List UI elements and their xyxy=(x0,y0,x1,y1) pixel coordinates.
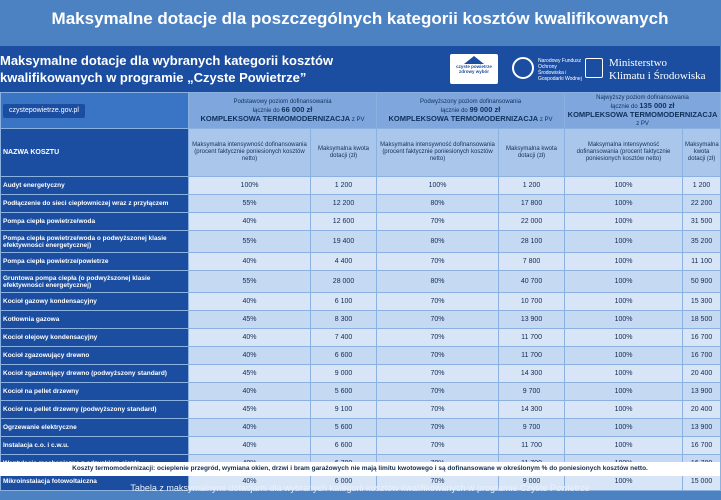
intensity-cell: 100% xyxy=(565,383,683,401)
table-body xyxy=(1,177,721,491)
intensity-cell: 55% xyxy=(189,195,311,213)
cost-name: Kocioł na pellet drzewny (podwyższony standard) xyxy=(1,401,189,419)
intensity-cell: 40% xyxy=(189,253,311,271)
website-cell xyxy=(1,93,189,129)
subsidy-table xyxy=(0,92,721,491)
amount-cell: 14 300 xyxy=(499,365,565,383)
intensity-cell: 40% xyxy=(189,383,311,401)
nfosigw-logo xyxy=(510,54,580,84)
amount-cell: 11 100 xyxy=(683,253,721,271)
amount-cell: 28 000 xyxy=(311,271,377,293)
amount-cell: 12 200 xyxy=(311,195,377,213)
cost-name: Pompa ciepła powietrze/powietrze xyxy=(1,253,189,271)
tier-basic-header xyxy=(189,93,377,129)
amount-cell: 16 700 xyxy=(683,437,721,455)
amount-cell: 4 400 xyxy=(311,253,377,271)
cost-name: Kocioł olejowy kondensacyjny xyxy=(1,329,189,347)
amount-cell: 6 600 xyxy=(311,347,377,365)
amount-cell: 9 100 xyxy=(311,401,377,419)
amount-cell: 1 200 xyxy=(499,177,565,195)
intensity-cell: 70% xyxy=(377,383,499,401)
amount-cell: 5 600 xyxy=(311,383,377,401)
nfos-text: Narodowy Fundusz Ochrony Środowiska i Gospodarki Wodnej xyxy=(538,58,582,82)
amount-cell: 11 700 xyxy=(499,437,565,455)
amount-header: Maksymalna kwota dotacji (zł) xyxy=(311,129,377,177)
amount-cell: 13 900 xyxy=(499,311,565,329)
amount-cell: 22 200 xyxy=(683,195,721,213)
intensity-cell: 40% xyxy=(189,293,311,311)
intensity-cell: 45% xyxy=(189,311,311,329)
intensity-header: Maksymalna intensywność dofinansowania (procent faktycznie poniesionych kosztów netto) xyxy=(377,129,499,177)
intensity-cell: 100% xyxy=(377,177,499,195)
amount-cell: 13 900 xyxy=(683,419,721,437)
cost-name: Pompa ciepła powietrze/woda o podwyższonej klasie efektywności energetycznej) xyxy=(1,231,189,253)
intensity-cell: 100% xyxy=(565,231,683,253)
amount-header: Maksymalna kwota dotacji (zł) xyxy=(683,129,721,177)
table-row xyxy=(1,271,721,293)
table-row xyxy=(1,213,721,231)
intensity-cell: 40% xyxy=(189,329,311,347)
tier-basic-line2: łącznie do 66 000 zł xyxy=(252,104,313,114)
intensity-cell: 100% xyxy=(565,177,683,195)
column-header-row xyxy=(1,129,721,177)
intensity-cell: 70% xyxy=(377,347,499,365)
amount-cell: 9 700 xyxy=(499,419,565,437)
program-logo-text: czyste powietrze zdrowy wybór xyxy=(456,64,492,74)
ministry-line2: Klimatu i Środowiska xyxy=(609,70,706,82)
intensity-cell: 100% xyxy=(565,437,683,455)
tier-increased-line2: łącznie do 99 000 zł xyxy=(440,104,501,114)
intensity-cell: 45% xyxy=(189,401,311,419)
cost-name: Kocioł gazowy kondensacyjny xyxy=(1,293,189,311)
amount-cell: 19 400 xyxy=(311,231,377,253)
intensity-cell: 40% xyxy=(189,437,311,455)
intensity-cell: 70% xyxy=(377,437,499,455)
amount-cell: 9 700 xyxy=(499,383,565,401)
intensity-cell: 80% xyxy=(377,271,499,293)
intensity-cell: 100% xyxy=(565,195,683,213)
table-row xyxy=(1,253,721,271)
amount-cell: 9 000 xyxy=(311,365,377,383)
table-row xyxy=(1,383,721,401)
intensity-header: Maksymalna intensywność dofinansowania (procent faktycznie poniesionych kosztów netto) xyxy=(565,129,683,177)
table-row xyxy=(1,293,721,311)
cost-name: Gruntowa pompa ciepła (o podwyższonej klasie efektywności energetycznej) xyxy=(1,271,189,293)
intensity-cell: 100% xyxy=(565,311,683,329)
card-header xyxy=(0,46,720,92)
table-row xyxy=(1,419,721,437)
intensity-cell: 70% xyxy=(377,253,499,271)
amount-cell: 22 000 xyxy=(499,213,565,231)
intensity-cell: 70% xyxy=(377,365,499,383)
amount-cell: 15 000 xyxy=(683,473,721,491)
intensity-cell: 100% xyxy=(565,347,683,365)
amount-cell: 7 800 xyxy=(499,253,565,271)
intensity-cell: 70% xyxy=(377,401,499,419)
amount-cell: 17 800 xyxy=(499,195,565,213)
amount-cell: 13 900 xyxy=(683,383,721,401)
amount-header: Maksymalna kwota dotacji (zł) xyxy=(499,129,565,177)
card-title-line1: Maksymalne dotacje dla wybranych kategorii kosztów xyxy=(0,53,334,68)
amount-cell: 6 600 xyxy=(311,437,377,455)
amount-cell: 1 200 xyxy=(683,177,721,195)
amount-cell: 15 300 xyxy=(683,293,721,311)
card-title xyxy=(0,52,380,86)
table-row xyxy=(1,195,721,213)
cost-name: Pompa ciepła powietrze/woda xyxy=(1,213,189,231)
cost-name: Audyt energetyczny xyxy=(1,177,189,195)
intensity-cell: 70% xyxy=(377,293,499,311)
intensity-cell: 70% xyxy=(377,473,499,491)
amount-cell: 11 700 xyxy=(499,329,565,347)
amount-cell: 9 000 xyxy=(499,473,565,491)
tier-increased-header xyxy=(377,93,565,129)
cost-name: Ogrzewanie elektryczne xyxy=(1,419,189,437)
intensity-cell: 55% xyxy=(189,231,311,253)
house-icon xyxy=(464,56,484,64)
cost-name: Podłączenie do sieci ciepłowniczej wraz z przyłączem xyxy=(1,195,189,213)
tier-basic-line3: KOMPLEKSOWA TERMOMODERNIZACJA z PV xyxy=(200,113,365,123)
intensity-cell: 80% xyxy=(377,231,499,253)
tier-increased-line1: Podwyższony poziom dofinansowania xyxy=(419,98,522,105)
cost-name: Kotłownia gazowa xyxy=(1,311,189,329)
cost-name: Kocioł na pellet drzewny xyxy=(1,383,189,401)
amount-cell: 31 500 xyxy=(683,213,721,231)
intensity-header: Maksymalna intensywność dofinansowania (procent faktycznie poniesionych kosztów netto) xyxy=(189,129,311,177)
intensity-cell: 100% xyxy=(565,419,683,437)
table-row xyxy=(1,365,721,383)
cost-name: Instalacja c.o. i c.w.u. xyxy=(1,437,189,455)
intensity-cell: 100% xyxy=(565,329,683,347)
amount-cell: 40 700 xyxy=(499,271,565,293)
amount-cell: 35 200 xyxy=(683,231,721,253)
logos xyxy=(450,52,720,86)
table-row xyxy=(1,329,721,347)
ministry-logo xyxy=(585,52,720,86)
intensity-cell: 100% xyxy=(565,401,683,419)
amount-cell: 50 900 xyxy=(683,271,721,293)
page-title: Maksymalne dotacje dla poszczególnych kategorii kosztów kwalifikowanych xyxy=(51,9,669,28)
amount-cell: 20 400 xyxy=(683,365,721,383)
table-row xyxy=(1,401,721,419)
amount-cell: 14 300 xyxy=(499,401,565,419)
tier-basic-line1: Podstawowy poziom dofinansowania xyxy=(233,98,332,105)
amount-cell: 18 500 xyxy=(683,311,721,329)
intensity-cell: 70% xyxy=(377,419,499,437)
name-column-header: NAZWA KOSZTU xyxy=(1,129,189,177)
amount-cell: 28 100 xyxy=(499,231,565,253)
table-row xyxy=(1,311,721,329)
intensity-cell: 100% xyxy=(565,293,683,311)
amount-cell: 20 400 xyxy=(683,401,721,419)
cost-name: Mikroinstalacja fotowoltaiczna xyxy=(1,473,189,491)
ministry-line1: Ministerstwo xyxy=(609,57,668,69)
intensity-cell: 100% xyxy=(565,271,683,293)
intensity-cell: 45% xyxy=(189,365,311,383)
caption: Tabela z maksymalnymi dotacjami dla wybranych kategorii kosztów kwalifikowanych w programie Czyste Powietrze xyxy=(130,483,590,493)
tier-highest-line1: Najwyższy poziom dofinansowania xyxy=(596,94,689,101)
intensity-cell: 100% xyxy=(565,473,683,491)
website-link[interactable]: czystepowietrze.gov.pl xyxy=(3,104,85,118)
amount-cell: 10 700 xyxy=(499,293,565,311)
tier-highest-line2: łącznie do 135 000 zł xyxy=(610,100,675,110)
amount-cell: 16 700 xyxy=(683,329,721,347)
intensity-cell: 100% xyxy=(189,177,311,195)
footnote: Koszty termomodernizacji: ocieplenie przegród, wymiana okien, drzwi i bram garażowych nie mają limitu kwotowego i są dofinansowane w określonym % do poniesionych kosztów netto. xyxy=(0,462,720,476)
amount-cell: 7 400 xyxy=(311,329,377,347)
cost-name: Kocioł zgazowujący drewno xyxy=(1,347,189,365)
table-row xyxy=(1,231,721,253)
intensity-cell: 40% xyxy=(189,213,311,231)
tier-highest-line3: KOMPLEKSOWA TERMOMODERNIZACJA z PV xyxy=(567,109,718,127)
amount-cell: 16 700 xyxy=(683,347,721,365)
tier-header-row xyxy=(1,93,721,129)
table-row xyxy=(1,437,721,455)
table-row xyxy=(1,177,721,195)
czyste-powietrze-logo xyxy=(450,54,498,84)
amount-cell: 6 000 xyxy=(311,473,377,491)
intensity-cell: 100% xyxy=(565,253,683,271)
intensity-cell: 80% xyxy=(377,195,499,213)
intensity-cell: 40% xyxy=(189,419,311,437)
intensity-cell: 70% xyxy=(377,213,499,231)
amount-cell: 8 300 xyxy=(311,311,377,329)
amount-cell: 6 100 xyxy=(311,293,377,311)
intensity-cell: 100% xyxy=(565,365,683,383)
tier-highest-header xyxy=(565,93,721,129)
intensity-cell: 100% xyxy=(565,213,683,231)
intensity-cell: 55% xyxy=(189,271,311,293)
nfosigw-emblem-icon xyxy=(512,57,534,79)
intensity-cell: 70% xyxy=(377,311,499,329)
intensity-cell: 40% xyxy=(189,473,311,491)
eagle-emblem-icon xyxy=(585,58,603,78)
intensity-cell: 70% xyxy=(377,329,499,347)
amount-cell: 1 200 xyxy=(311,177,377,195)
cost-name: Kocioł zgazowujący drewno (podwyższony standard) xyxy=(1,365,189,383)
tier-increased-line3: KOMPLEKSOWA TERMOMODERNIZACJA z PV xyxy=(388,113,553,123)
amount-cell: 12 600 xyxy=(311,213,377,231)
intensity-cell: 40% xyxy=(189,347,311,365)
amount-cell: 5 600 xyxy=(311,419,377,437)
amount-cell: 11 700 xyxy=(499,347,565,365)
card-title-line2: kwalifikowanych w programie „Czyste Powietrze” xyxy=(0,70,307,85)
table-row xyxy=(1,347,721,365)
